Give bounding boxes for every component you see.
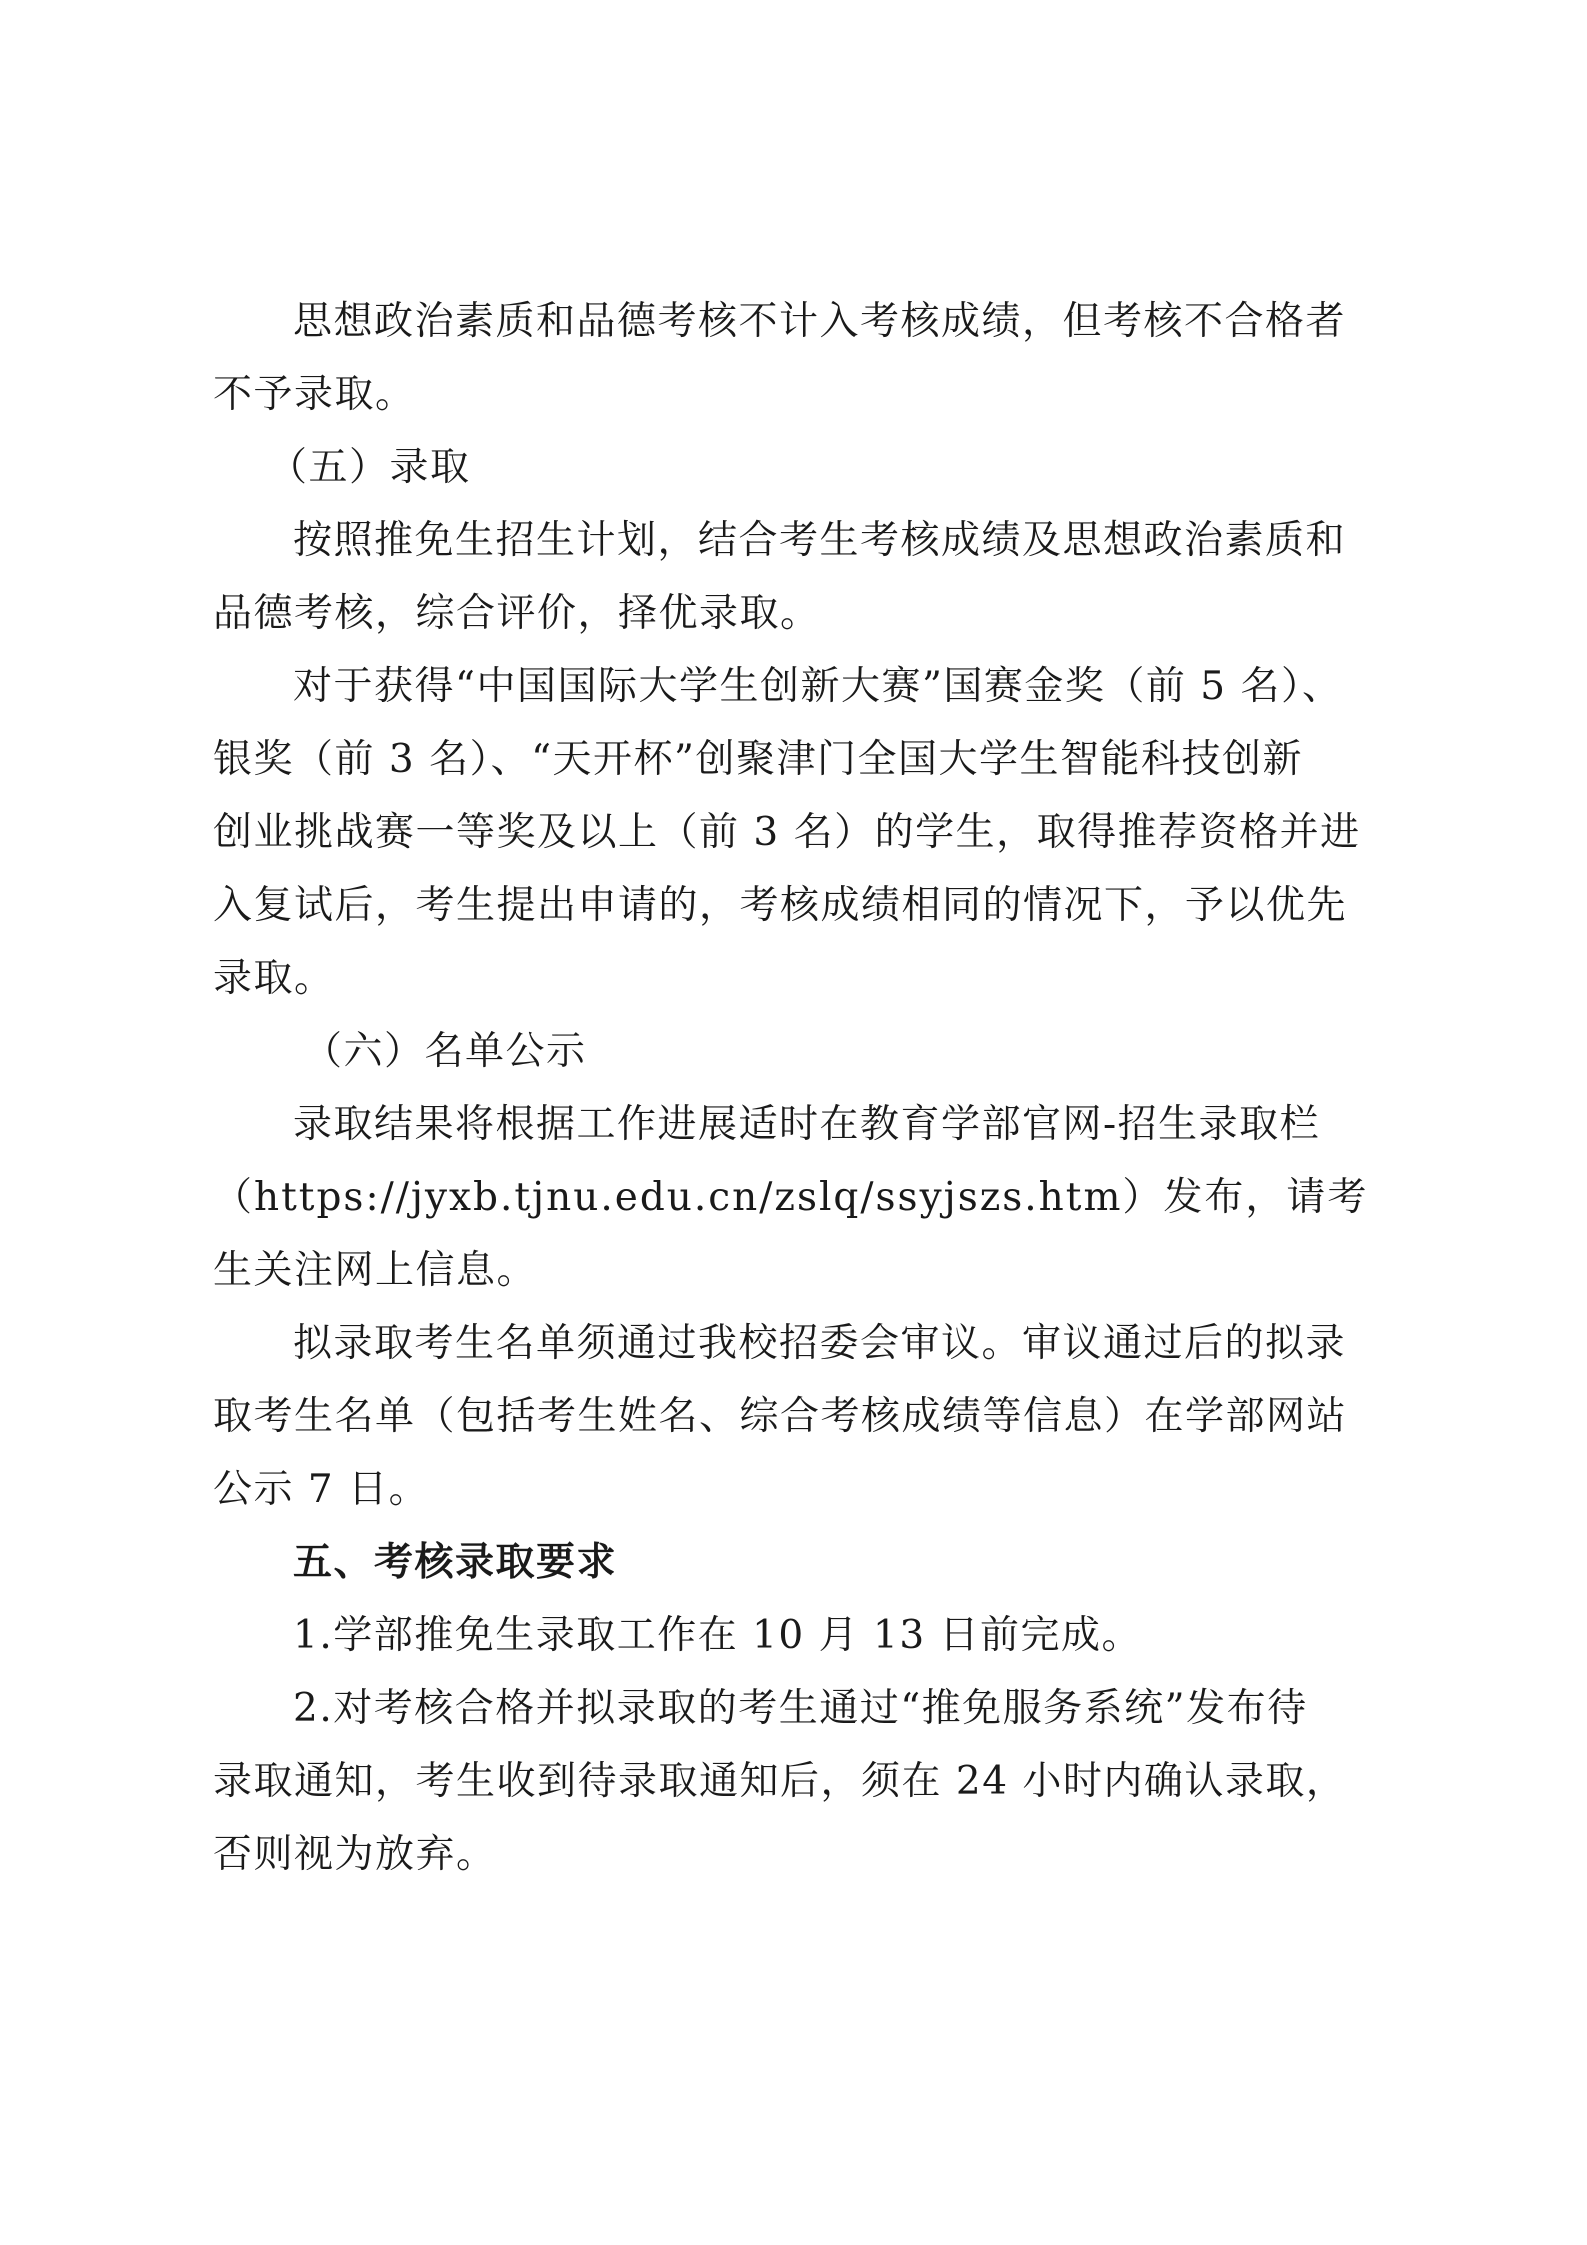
paragraph-review-publicity [213,1307,1383,1526]
section-title-admission: （五）录取 [268,445,471,490]
admission-url-line: （https://jyxb.tjnu.edu.cn/zslq/ssyjszs.htm）发布，请考 [213,1175,1369,1220]
text-line: 公示 7 日。 [213,1467,430,1512]
document-body [213,285,1383,1891]
text-line: 创业挑战赛一等奖及以上（前 3 名）的学生，取得推荐资格并进 [213,810,1361,855]
text-line: 取考生名单（包括考生姓名、综合考核成绩等信息）在学部网站 [213,1394,1348,1439]
text-line: 思想政治素质和品德考核不计入考核成绩，但考核不合格者 [293,299,1347,344]
text-line: 否则视为放弃。 [213,1832,497,1877]
section-title-list-publicity: （六）名单公示 [303,1029,587,1074]
paragraph-admission-plan [213,504,1383,650]
text-line: 录取通知，考生收到待录取通知后，须在 24 小时内确认录取， [213,1759,1347,1804]
text-line: 银奖（前 3 名）、“天开杯”创聚津门全国大学生智能科技创新 [213,737,1303,782]
heading-admission-requirements: 五、考核录取要求 [293,1540,618,1585]
text-line: 1.学部推免生录取工作在 10 月 13 日前完成。 [293,1613,1143,1658]
text-line: 品德考核，综合评价，择优录取。 [213,591,821,636]
list-item-2 [213,1672,1383,1891]
text-line: 按照推免生招生计划，结合考生考核成绩及思想政治素质和 [293,518,1347,563]
text-line: 对于获得“中国国际大学生创新大赛”国赛金奖（前 5 名）、 [293,664,1343,709]
text-line: 2.对考核合格并拟录取的考生通过“推免服务系统”发布待 [293,1686,1308,1731]
text-line: 录取。 [213,956,335,1001]
text-line: 拟录取考生名单须通过我校招委会审议。审议通过后的拟录 [293,1321,1347,1366]
text-line: 不予录取。 [213,372,416,417]
text-line: 生关注网上信息。 [213,1248,538,1293]
paragraph-ideology-assessment [213,285,1383,431]
list-item-1 [213,1599,1383,1672]
text-line: 入复试后，考生提出申请的，考核成绩相同的情况下，予以优先 [213,883,1348,928]
paragraph-result-publication [213,1088,1383,1307]
paragraph-award-priority [213,650,1383,1015]
text-line: 录取结果将根据工作进展适时在教育学部官网-招生录取栏 [293,1102,1321,1147]
